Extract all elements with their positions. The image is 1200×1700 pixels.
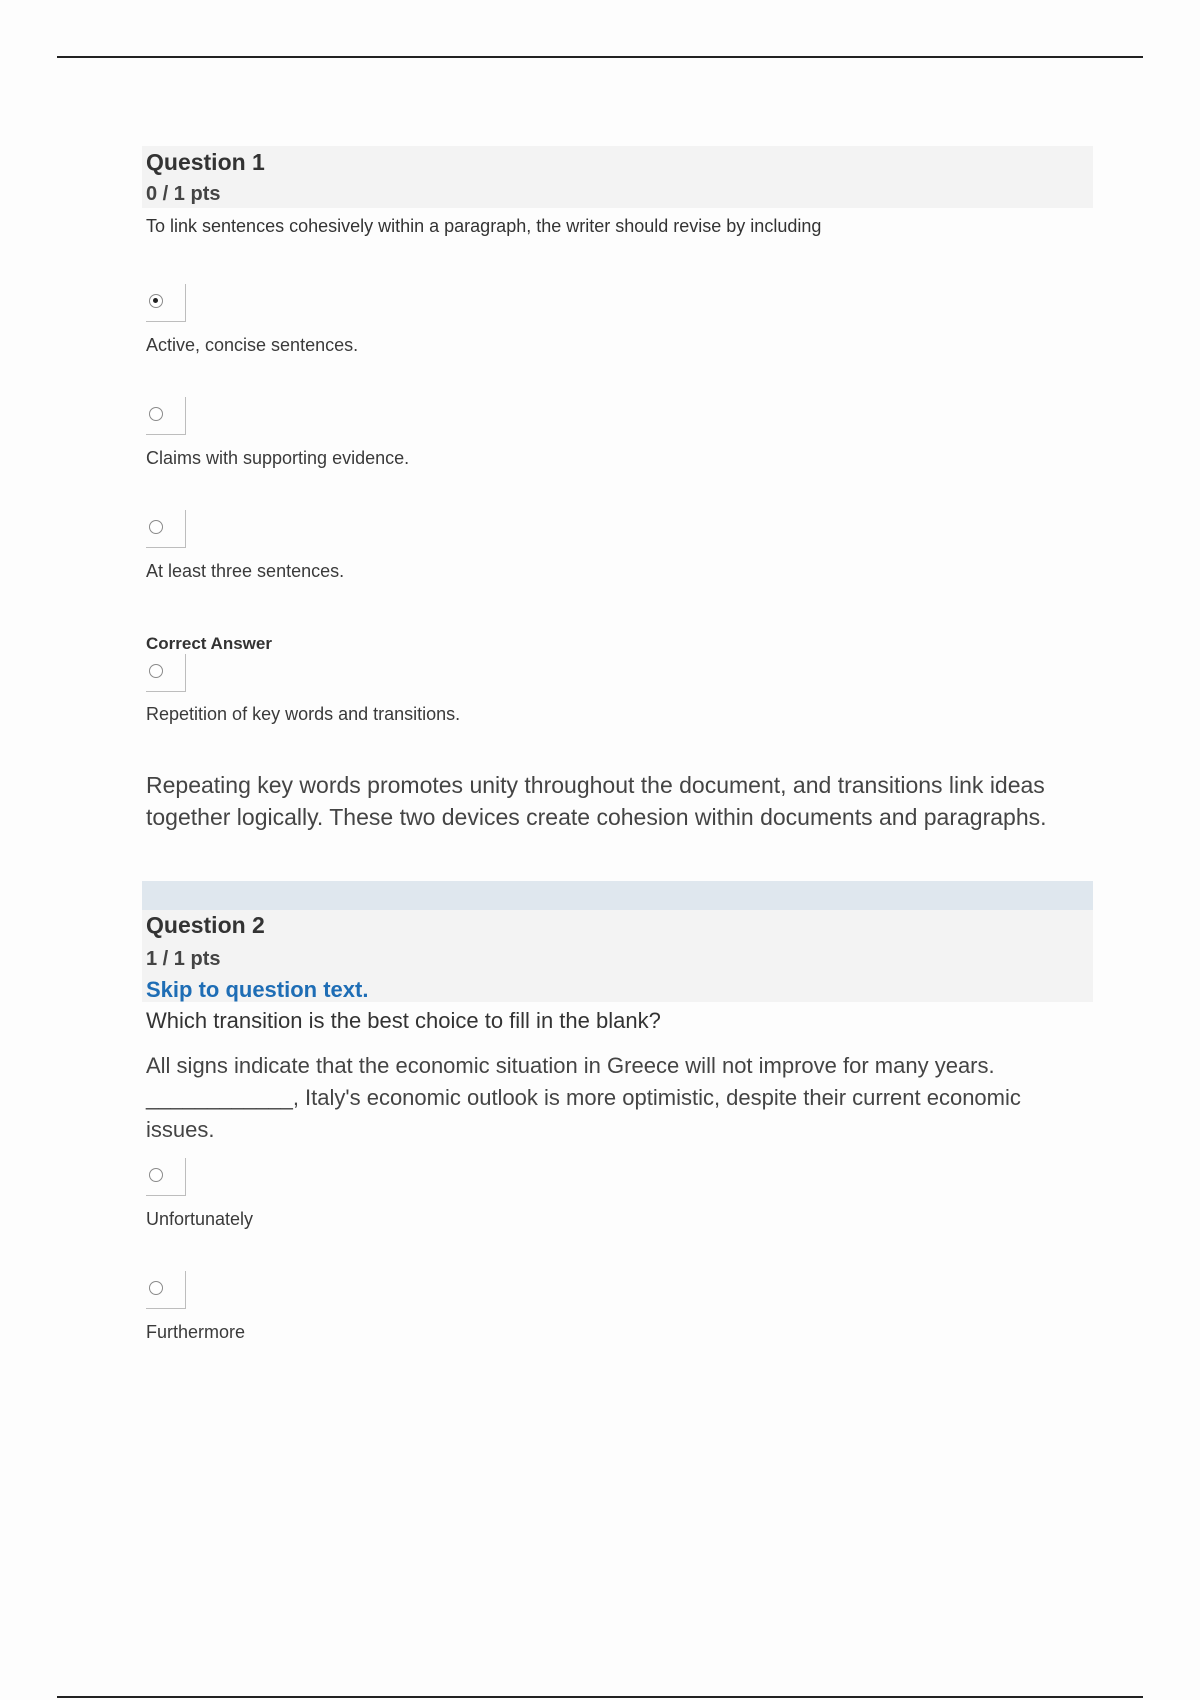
question-1-text: To link sentences cohesively within a paragraph, the writer should revise by including [146,216,822,236]
question-1-option-1-radio[interactable] [146,284,186,322]
question-2-title: Question 2 [146,912,265,938]
correct-answer-label: Correct Answer [146,634,272,653]
question-2-option-2-radio[interactable] [146,1271,186,1309]
question-1-header [142,146,1093,208]
question-2-passage: All signs indicate that the economic situation in Greece will not improve for many years. ____________, Italy's economic outlook is more optimistic, despite their current economic issues. [146,1053,1021,1142]
question-1-option-3-radio[interactable] [146,510,186,548]
question-2-option-1-label: Unfortunately [146,1209,254,1229]
radio-unselected-icon [149,407,163,421]
question-1-option-4-radio[interactable] [146,654,186,692]
question-1-option-4-label: Repetition of key words and transitions. [146,704,461,724]
question-2-option-2-label: Furthermore [146,1322,246,1342]
question-1-option-1-label: Active, concise sentences. [146,335,359,355]
radio-unselected-icon [149,520,163,534]
radio-selected-icon [149,294,163,308]
skip-to-question-link[interactable]: Skip to question text. [146,977,369,1002]
question-2-option-1-radio[interactable] [146,1158,186,1196]
question-1-points: 0 / 1 pts [146,183,221,205]
page-bottom-rule [57,1696,1143,1698]
question-1-option-2-radio[interactable] [146,397,186,435]
radio-unselected-icon [149,1168,163,1182]
radio-unselected-icon [149,664,163,678]
question-2-text: Which transition is the best choice to fill in the blank? [146,1008,661,1033]
question-2-points: 1 / 1 pts [146,948,221,970]
question-divider [142,881,1093,910]
page-top-rule [57,56,1143,58]
radio-unselected-icon [149,1281,163,1295]
question-1-title: Question 1 [146,149,265,175]
question-1-option-2-label: Claims with supporting evidence. [146,448,410,468]
question-1-explanation: Repeating key words promotes unity throughout the document, and transitions link ideas together logically. These two devices create cohesion within documents and paragraphs. [146,772,1047,830]
question-1-option-3-label: At least three sentences. [146,561,345,581]
